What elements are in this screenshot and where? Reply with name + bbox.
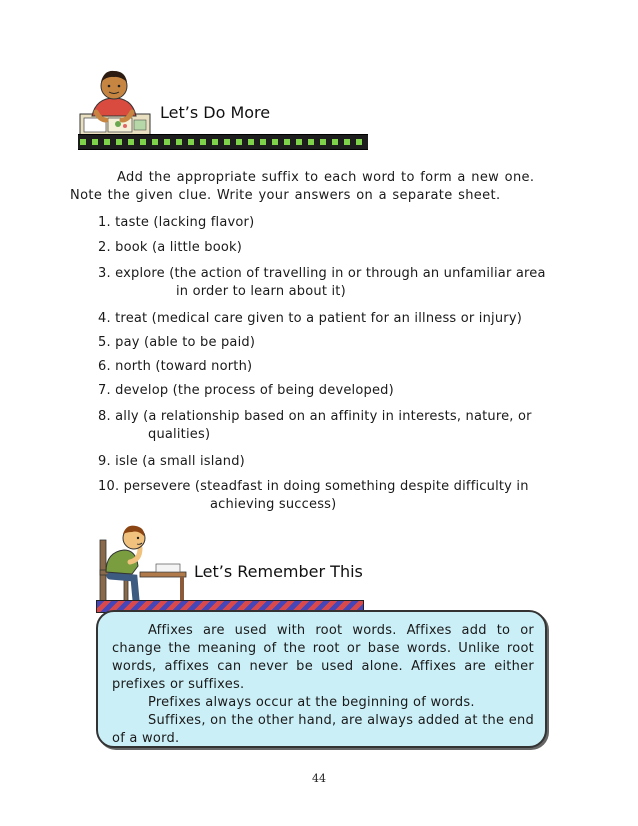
list-item-continuation: in order to learn about it) <box>176 284 346 299</box>
remember-box-text <box>112 622 534 748</box>
remember-paragraph: Affixes are used with root words. Affixes add to or change the meaning of the root or base words. Unlike root words, affixes can never be used alone. Affixes are either prefixes or suffixes. <box>112 623 534 692</box>
remember-paragraph: Prefixes always occur at the beginning of words. <box>148 695 475 710</box>
list-item: 2. book (a little book) <box>98 240 243 255</box>
list-item: 7. develop (the process of being developed) <box>98 383 394 398</box>
list-item: 5. pay (able to be paid) <box>98 335 256 350</box>
remember-paragraph: Suffixes, on the other hand, are always added at the end of a word. <box>112 713 534 746</box>
page-number: 44 <box>312 772 326 785</box>
list-item: 3. explore (the action of travelling in or through an unfamiliar area <box>98 266 546 281</box>
list-item-continuation: qualities) <box>148 427 211 442</box>
instructions-paragraph: Add the appropriate suffix to each word to form a new one. Note the given clue. Write your answers on a separate sheet. <box>70 170 535 203</box>
child-reading-icon <box>78 64 156 140</box>
list-item: 4. treat (medical care given to a patient for an illness or injury) <box>98 311 522 326</box>
section-title-lets-remember-this: Let’s Remember This <box>194 562 363 581</box>
list-item-continuation: achieving success) <box>210 497 337 512</box>
list-item: 10. persevere (steadfast in doing something despite difficulty in <box>98 479 529 494</box>
list-item: 6. north (toward north) <box>98 359 253 374</box>
list-item: 8. ally (a relationship based on an affinity in interests, nature, or <box>98 409 532 424</box>
list-item: 9. isle (a small island) <box>98 454 245 469</box>
child-thinking-icon <box>96 520 188 604</box>
decorative-film-strip <box>78 134 368 150</box>
section-title-lets-do-more: Let’s Do More <box>160 103 271 122</box>
list-item: 1. taste (lacking flavor) <box>98 215 255 230</box>
